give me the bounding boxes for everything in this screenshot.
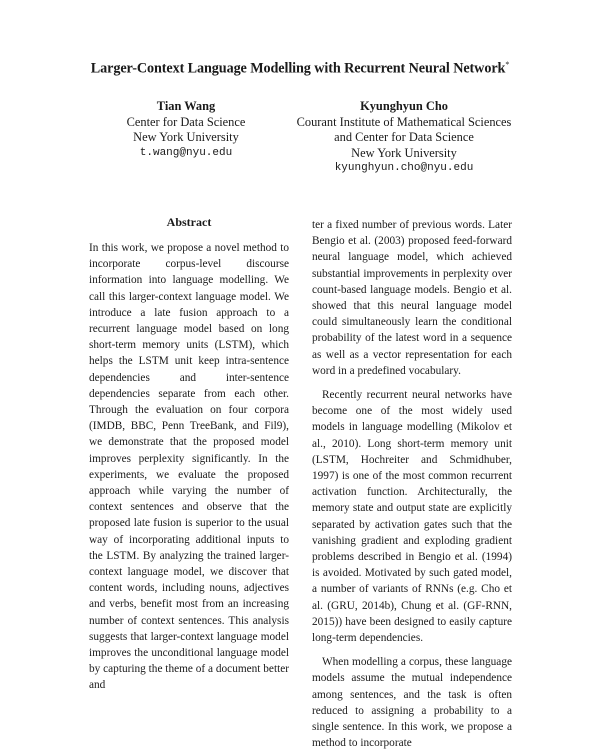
author-affiliation: New York University [351,145,457,160]
author-affiliation: New York University [133,130,239,145]
author-email: kyunghyun.cho@nyu.edu [334,162,474,175]
author-email: t.wang@nyu.edu [139,146,233,159]
abstract-body [89,240,289,694]
intro-paragraph-1: ter a fixed number of previous words. Later Bengio et al. (2003) proposed feed-forward neural language model, which achieved substantial improvements in perplexity over count-based language models. Bengio et al. showed that this neural language model could simultaneously learn the conditional probability of the latest word in a sequence as well as a vector representation for each word in a predefined vocabulary. [312,219,512,377]
paper-title-text: Larger-Context Language Modelling with Recurrent Neural Network [90,60,506,77]
author-block-1 [96,99,276,161]
abstract-paragraph: In this work, we propose a novel method to incorporate corpus-level discourse information into language modelling. We call this larger-context language model. We introduce a late fusion approach to a recurrent language model based on long short-term memory units (LSTM), which helps the LSTM unit keep intra-sentence dependencies and inter-sentence dependencies separate from each other. Through the evaluation on four corpora (IMDB, BBC, Penn TreeBank, and Fil9), we demonstrate that the proposed model improves perplexity significantly. In the experiments, we evaluate the proposed approach while varying the number of context sentences and observe that the proposed late fusion is superior to the usual way of incorporating additional inputs to the LSTM. By analyzing the trained larger-context language model, we discover that content words, including nouns, adjectives and verbs, benefit most from an increasing number of context sentences. This analysis suggests that larger-context language model improves the unconditional language model by capturing the theme of a document better and [89,242,289,692]
author-affiliation: Center for Data Science [126,114,246,129]
author-name: Kyunghyun Cho [360,99,448,113]
paper-title [0,60,600,78]
abstract-heading: Abstract [166,215,212,229]
introduction-column [312,217,512,752]
intro-paragraph-3: When modelling a corpus, these language models assume the mutual independence among sentences, and the task is often reduced to assigning a probability to a single sentence. In this work, we propose a method to incorporate [312,656,512,750]
intro-paragraph-2: Recently recurrent neural networks have become one of the most widely used models in language modelling (Mikolov et al., 2010). Long short-term memory unit (LSTM, Hochreiter and Schmidhuber, 1997) is one of the most common recurrent activation function. Architecturally, the memory state and output state are explicitly separated by activation gates such that the vanishing gradient and exploding gradient problems described in Bengio et al. (1994) is avoided. Motivated by such gated model, a number of variants of RNNs (e.g. Cho et al. (GRU, 2014b), Chung et al. (GF-RNN, 2015)) have been designed to easily capture long-term dependencies. [312,389,512,645]
author-name: Tian Wang [156,99,216,113]
author-affiliation: Courant Institute of Mathematical Sciences [296,114,512,129]
title-footnote-mark: * [505,60,510,69]
author-block-2 [286,99,522,177]
author-affiliation: and Center for Data Science [334,130,474,145]
